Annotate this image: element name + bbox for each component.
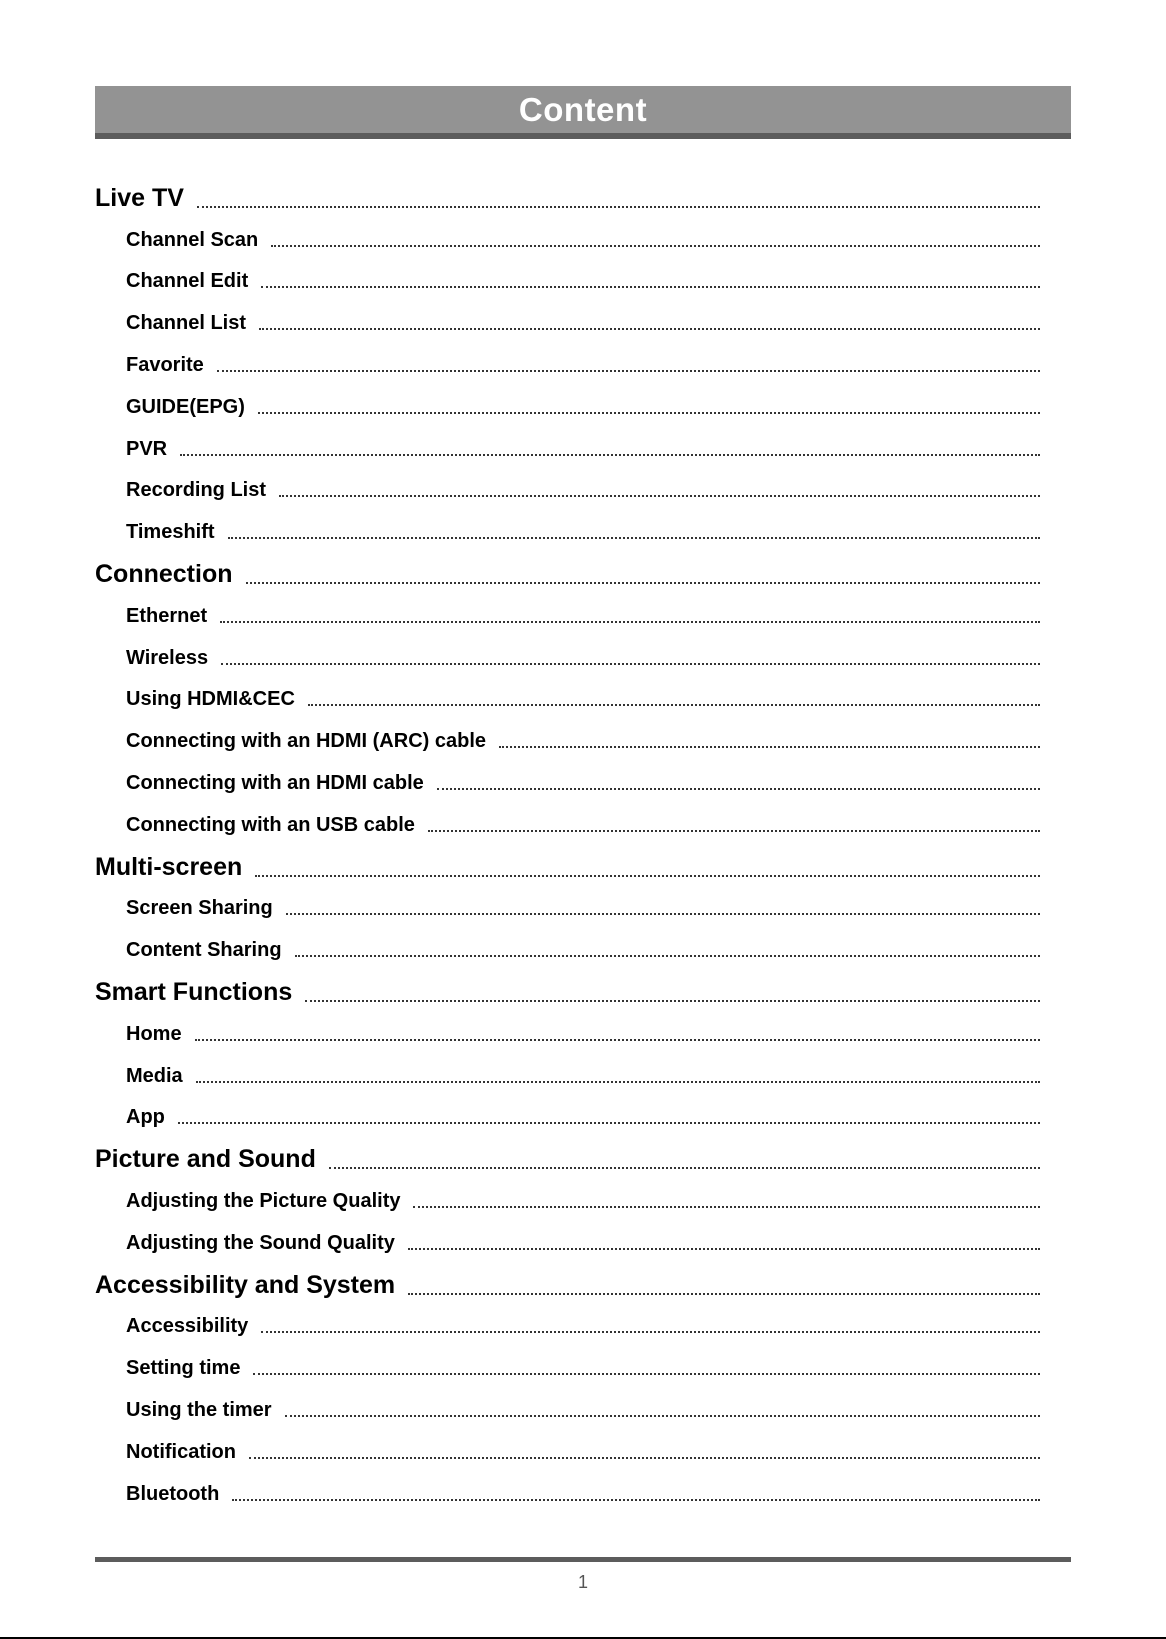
toc-section-entry[interactable]: [95, 972, 1040, 1014]
toc-entry-label: Setting time: [126, 1357, 241, 1380]
toc-subsection-entry[interactable]: [95, 721, 1040, 763]
dot-leader: [196, 1081, 1040, 1083]
toc-entry-label: Using HDMI&CEC: [126, 688, 295, 711]
dot-leader: [258, 412, 1040, 414]
toc-entry-label: Using the timer: [126, 1398, 272, 1421]
toc-subsection-entry[interactable]: [95, 471, 1040, 513]
toc-entry-label: Recording List: [126, 479, 267, 502]
toc-entry-label: Adjusting the Picture Quality: [126, 1189, 401, 1212]
toc-entry-label: Channel Edit: [126, 270, 249, 293]
page-number: 1: [577, 1572, 588, 1592]
dot-leader: [413, 1206, 1040, 1208]
toc-subsection-entry[interactable]: [95, 303, 1040, 345]
toc-entry-label: Connection: [95, 559, 233, 588]
dot-leader: [253, 1373, 1040, 1375]
dot-leader: [232, 1499, 1040, 1501]
toc-subsection-entry[interactable]: [95, 220, 1040, 262]
toc-subsection-entry[interactable]: [95, 596, 1040, 638]
toc-section-entry[interactable]: [95, 847, 1040, 889]
toc-subsection-entry[interactable]: [95, 889, 1040, 931]
toc-entry-label: Live TV: [95, 183, 184, 212]
toc-entry-label: Timeshift: [126, 521, 215, 544]
dot-leader: [197, 206, 1040, 208]
dot-leader: [305, 1000, 1040, 1002]
toc-subsection-entry[interactable]: [95, 930, 1040, 972]
toc-subsection-entry[interactable]: [95, 387, 1040, 429]
dot-leader: [220, 621, 1040, 623]
toc-entry-label: PVR: [126, 437, 168, 460]
dot-leader: [408, 1248, 1040, 1250]
toc-subsection-entry[interactable]: [95, 1390, 1040, 1432]
toc-entry-label: Wireless: [126, 646, 209, 669]
dot-leader: [279, 495, 1040, 497]
toc-entry-label: Screen Sharing: [126, 897, 273, 920]
table-of-contents: [95, 178, 1040, 1516]
dot-leader: [246, 582, 1041, 584]
toc-entry-label: Home: [126, 1022, 182, 1045]
toc-entry-label: Notification: [126, 1440, 236, 1463]
dot-leader: [259, 328, 1040, 330]
dot-leader: [285, 1415, 1040, 1417]
dot-leader: [261, 1331, 1040, 1333]
toc-subsection-entry[interactable]: [95, 1098, 1040, 1140]
toc-subsection-entry[interactable]: [95, 1014, 1040, 1056]
toc-subsection-entry[interactable]: [95, 512, 1040, 554]
dot-leader: [271, 245, 1040, 247]
toc-subsection-entry[interactable]: [95, 680, 1040, 722]
dot-leader: [217, 370, 1040, 372]
dot-leader: [408, 1293, 1040, 1295]
toc-section-entry[interactable]: [95, 178, 1040, 220]
dot-leader: [428, 830, 1040, 832]
toc-entry-label: Picture and Sound: [95, 1145, 316, 1174]
toc-entry-label: Smart Functions: [95, 977, 293, 1006]
toc-entry-label: Multi-screen: [95, 852, 243, 881]
dot-leader: [286, 913, 1040, 915]
toc-subsection-entry[interactable]: [95, 763, 1040, 805]
toc-subsection-entry[interactable]: [95, 1181, 1040, 1223]
dot-leader: [195, 1039, 1040, 1041]
dot-leader: [295, 955, 1040, 957]
toc-entry-label: Adjusting the Sound Quality: [126, 1231, 395, 1254]
toc-entry-label: Connecting with an USB cable: [126, 813, 415, 836]
dot-leader: [180, 454, 1040, 456]
toc-subsection-entry[interactable]: [95, 1348, 1040, 1390]
toc-entry-label: Channel List: [126, 312, 247, 335]
toc-subsection-entry[interactable]: [95, 345, 1040, 387]
toc-section-entry[interactable]: [95, 554, 1040, 596]
toc-entry-label: Favorite: [126, 353, 204, 376]
title-bar: [95, 86, 1071, 139]
dot-leader: [308, 704, 1040, 706]
dot-leader: [255, 875, 1040, 877]
dot-leader: [221, 663, 1040, 665]
toc-section-entry[interactable]: [95, 1139, 1040, 1181]
dot-leader: [499, 746, 1040, 748]
toc-subsection-entry[interactable]: [95, 262, 1040, 304]
dot-leader: [178, 1122, 1040, 1124]
toc-entry-label: Ethernet: [126, 604, 208, 627]
toc-section-entry[interactable]: [95, 1265, 1040, 1307]
toc-entry-label: Content Sharing: [126, 939, 282, 962]
toc-entry-label: Accessibility and System: [95, 1270, 396, 1299]
toc-subsection-entry[interactable]: [95, 1432, 1040, 1474]
toc-entry-label: App: [126, 1106, 165, 1129]
toc-entry-label: Connecting with an HDMI (ARC) cable: [126, 730, 486, 753]
footer-rule: [95, 1557, 1071, 1562]
dot-leader: [329, 1167, 1040, 1169]
toc-entry-label: Connecting with an HDMI cable: [126, 771, 424, 794]
toc-entry-label: Accessibility: [126, 1315, 249, 1338]
dot-leader: [261, 286, 1040, 288]
dot-leader: [249, 1457, 1040, 1459]
toc-entry-label: Channel Scan: [126, 228, 259, 251]
toc-subsection-entry[interactable]: [95, 429, 1040, 471]
toc-subsection-entry[interactable]: [95, 1223, 1040, 1265]
dot-leader: [437, 788, 1040, 790]
toc-subsection-entry[interactable]: [95, 1307, 1040, 1349]
toc-subsection-entry[interactable]: [95, 805, 1040, 847]
toc-subsection-entry[interactable]: [95, 1056, 1040, 1098]
toc-subsection-entry[interactable]: [95, 638, 1040, 680]
toc-entry-label: Bluetooth: [126, 1482, 220, 1505]
toc-entry-label: GUIDE(EPG): [126, 395, 245, 418]
dot-leader: [228, 537, 1040, 539]
toc-entry-label: Media: [126, 1064, 183, 1087]
toc-subsection-entry[interactable]: [95, 1474, 1040, 1516]
page-title: Content: [518, 90, 648, 128]
